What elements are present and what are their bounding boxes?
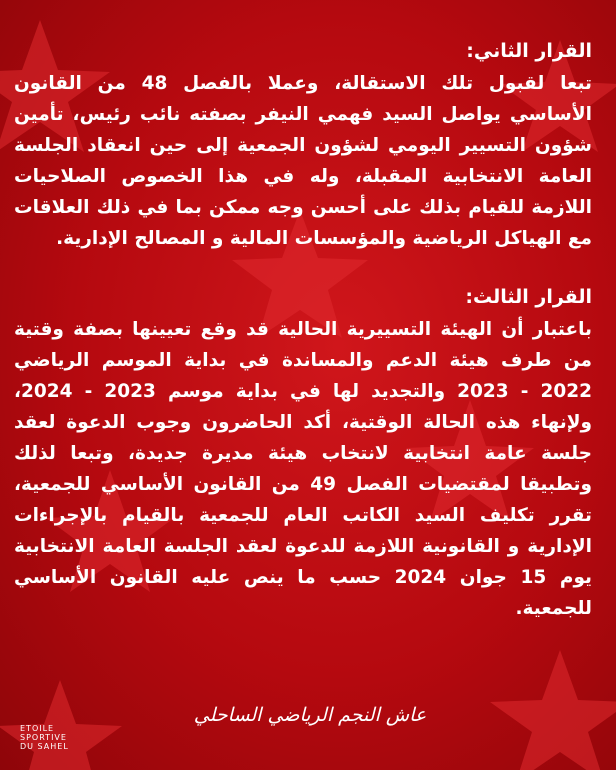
signature-slogan: عاش النجم الرياضي الساحلي: [193, 704, 427, 726]
decision-3-heading: القرار الثالث:: [465, 286, 592, 308]
brand-line-3: DU SAHEL: [20, 742, 69, 751]
section-spacer: [14, 254, 592, 284]
club-brand-logo: [20, 724, 69, 751]
decision-2-text: تبعا لقبول تلك الاستقالة، وعملا بالفصل 48 من القانون الأساسي يواصل السيد فهمي النيفر بصفته نائب رئيس، تأمين شؤون التسيير اليومي لشؤون الجمعية إلى حين انعقاد الجلسة العامة الانتخابية المقبلة، وله في هذا الخصوص الصلاحيات اللازمة للقيام بذلك على أحسن وجه ممكن بما في ذلك العلاقات مع الهياكل الرياضية والمؤسسات المالية و المصالح الإدارية.: [14, 73, 592, 249]
brand-line-2: SPORTIVE: [20, 733, 67, 742]
decision-2-heading: القرار الثاني:: [466, 40, 592, 62]
background-star-icon: [490, 650, 616, 770]
brand-line-1: ETOILE: [20, 724, 55, 733]
document-body: [14, 38, 592, 624]
decision-3-text: باعتبار أن الهيئة التسييرية الحالية قد وقع تعيينها بصفة وقتية من طرف هيئة الدعم والمساندة في بداية الموسم الرياضي 2022 - 2023 والتجديد لها في بداية موسم 2023 - 2024، ولإنهاء هذه الحالة الوقتية، أكد الحاضرون وجوب الدعوة لعقد جلسة عامة انتخابية لانتخاب هيئة مديرة جديدة، وتبعا لذلك وتطبيقا لمقتضيات الفصل 49 من القانون الأساسي للجمعية، تقرر تكليف السيد الكاتب العام للجمعية بالقيام بالإجراءات الإدارية و القانونية اللازمة للدعوة لعقد الجلسة العامة الانتخابية يوم 15 جوان 2024 حسب ما ينص عليه القانون الأساسي للجمعية.: [14, 319, 593, 619]
